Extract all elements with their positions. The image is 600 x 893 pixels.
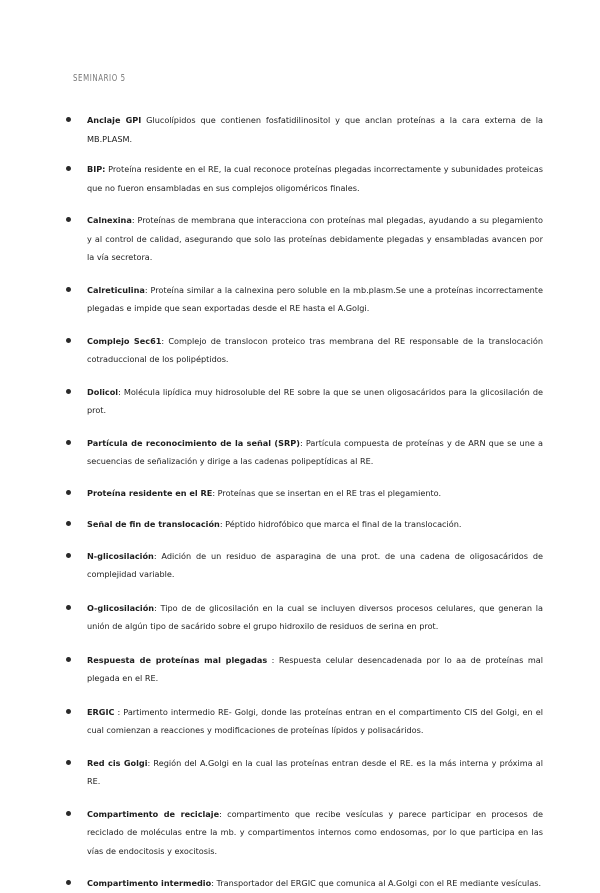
bullet-icon	[66, 117, 71, 122]
entry-definition: : Adición de un residuo de asparagina de una prot. de una cadena de oligosacáridos de complejidad variable.	[87, 550, 543, 579]
entry-term: Señal de fin de translocación	[87, 519, 220, 529]
glossary-entry	[0, 805, 600, 861]
glossary-entry	[0, 281, 600, 318]
glossary-entry	[0, 599, 600, 636]
glossary-entry	[0, 434, 600, 471]
entry-term: ERGIC	[87, 706, 115, 717]
entry-definition: Glucolípidos que contienen fosfatidilinositol y que anclan proteínas a la cara externa de la MB.PLASM.	[87, 115, 543, 144]
glossary-list	[0, 98, 600, 893]
bullet-icon	[66, 338, 71, 343]
bullet-icon	[66, 166, 71, 171]
entry-definition: : Molécula lipídica muy hidrosoluble del RE sobre la que se unen oligosacáridos para la glicosilación de prot.	[87, 386, 543, 415]
entry-term: Dolicol	[87, 386, 119, 397]
entry-definition: : Proteína similar a la calnexina pero soluble en la mb.plasm.Se une a proteínas incorrectamente plegadas e impide que sean exportadas desde el RE hasta el A.Golgi.	[87, 284, 543, 313]
glossary-entry	[0, 874, 600, 893]
entry-term: Partícula de reconocimiento de la señal (SRP)	[87, 437, 300, 448]
entry-definition: Proteína residente en el RE, la cual reconoce proteínas plegadas incorrectamente y subunidades proteicas que no fueron ensambladas en sus complejos oligoméricos finales.	[87, 164, 543, 193]
entry-term: Compartimento de reciclaje	[87, 808, 220, 819]
entry-term: BIP:	[87, 164, 106, 174]
glossary-entry	[0, 484, 600, 503]
bullet-icon	[66, 605, 71, 610]
glossary-entry	[0, 332, 600, 369]
entry-definition: : Complejo de translocon proteico tras membrana del RE responsable de la translocación cotraduccional de los polipéptidos.	[87, 335, 543, 364]
bullet-icon	[66, 811, 71, 816]
entry-definition: : Péptido hidrofóbico que marca el final de la translocación.	[219, 519, 462, 529]
entry-term: Compartimento intermedio	[87, 878, 212, 888]
entry-term: Proteína residente en el RE	[87, 487, 213, 498]
entry-term: Respuesta de proteínas mal plegadas	[87, 654, 268, 665]
bullet-icon	[66, 217, 71, 222]
glossary-entry	[0, 111, 600, 148]
entry-term: Anclaje GPI	[87, 115, 142, 125]
glossary-entry	[0, 651, 600, 688]
entry-definition: : Proteínas de membrana que interacciona con proteínas mal plegadas, ayudando a su plegamiento y al control de calidad, asegurando que solo las proteínas debidamente plegadas y ensambladas avancen por la vía secretora.	[87, 215, 543, 262]
bullet-icon	[66, 709, 71, 714]
entry-definition: : Tipo de de glicosilación en la cual se incluyen diversos procesos celulares, que generan la unión de algún tipo de sacárido sobre el grupo hidroxilo de residuos de serina en prot.	[87, 602, 543, 631]
glossary-entry	[0, 703, 600, 740]
entry-term: Calreticulina	[87, 284, 145, 295]
glossary-entry	[0, 383, 600, 420]
bullet-icon	[66, 760, 71, 765]
glossary-entry	[0, 754, 600, 791]
entry-definition: : Región del A.Golgi en la cual las proteínas entran desde el RE. es la más interna y próxima al RE.	[87, 757, 543, 786]
entry-definition: : Proteínas que se insertan en el RE tras el plegamiento.	[212, 487, 442, 498]
glossary-entry	[0, 547, 600, 584]
entry-term: Complejo Sec61	[87, 335, 162, 346]
entry-definition: : compartimento que recibe vesículas y parece participar en procesos de reciclado de moléculas entre la mb. y compartimentos internos como endosomas, por lo que participa en las vías de endocitosis y exocitosis.	[87, 808, 543, 856]
entry-definition: : Transportador del ERGIC que comunica al A.Golgi con el RE mediante vesículas.	[211, 878, 542, 888]
bullet-icon	[66, 287, 71, 292]
glossary-entry	[0, 515, 600, 534]
bullet-icon	[66, 389, 71, 394]
entry-definition: : Partícula compuesta de proteínas y de ARN que se une a secuencias de señalización y dirige a las cadenas polipeptídicas al RE.	[87, 437, 543, 466]
entry-term: O-glicosilación	[87, 602, 155, 613]
bullet-icon	[66, 440, 71, 445]
bullet-icon	[66, 657, 71, 662]
entry-definition: : Respuesta celular desencadenada por lo aa de proteínas mal plegada en el RE.	[87, 654, 543, 683]
entry-definition: : Partimento intermedio RE- Golgi, donde las proteínas entran en el compartimento CIS del Golgi, en el cual comienzan a reacciones y modificaciones de proteínas lípidos y polisacáridos.	[87, 706, 543, 735]
bullet-icon	[66, 521, 71, 526]
entry-term: N-glicosilación	[87, 550, 154, 561]
glossary-entry	[0, 160, 600, 197]
bullet-icon	[66, 553, 71, 558]
entry-term: Red cis Golgi	[87, 757, 148, 768]
seminar-label: SEMINARIO 5	[73, 73, 126, 84]
bullet-icon	[66, 880, 71, 885]
entry-term: Calnexina	[87, 215, 132, 225]
bullet-icon	[66, 490, 71, 495]
glossary-entry	[0, 211, 600, 267]
